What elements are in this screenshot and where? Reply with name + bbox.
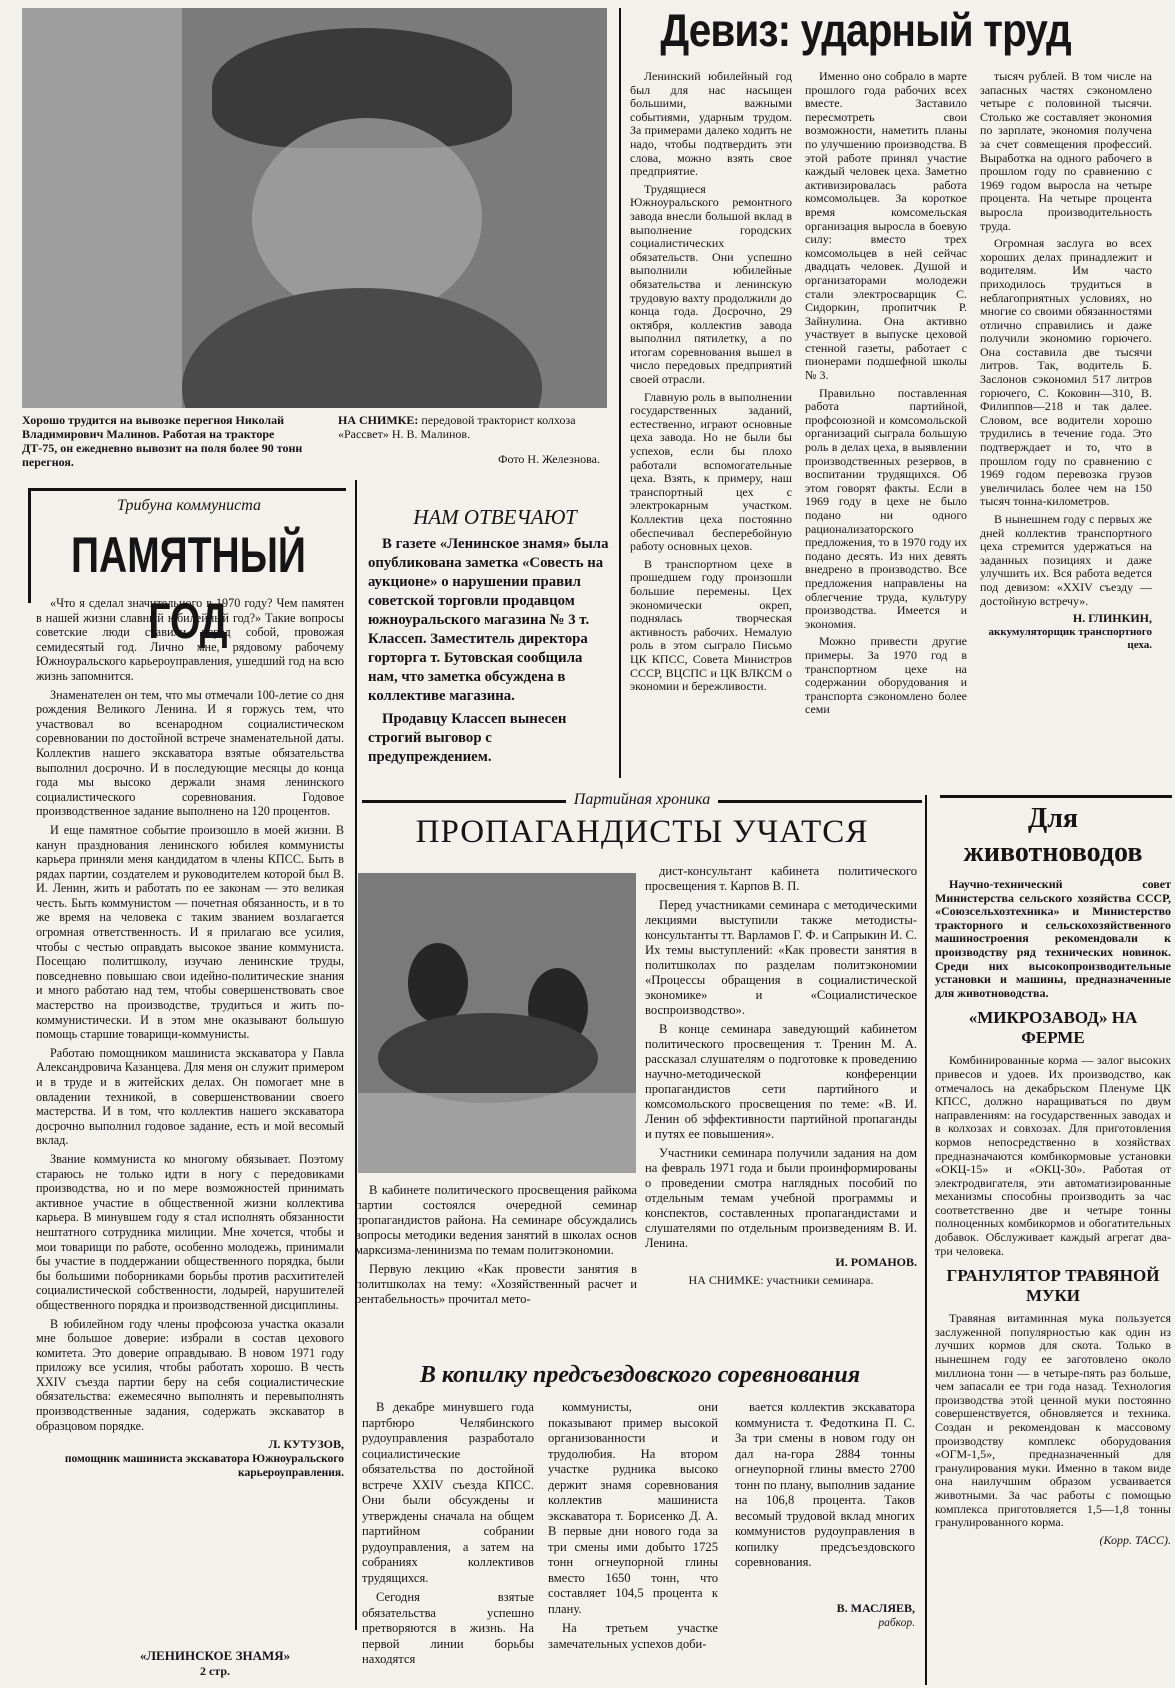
paragraph: В кабинете политического просвещения райкома партии состоялся очередной семинар пропагандистов района. На семинаре обсуждались вопросы методики ведения занятий в школах основ марксизма-ленинизма по темам политэкономии.	[355, 1183, 637, 1257]
paragraph: Продавцу Классеп вынесен строгий выговор с предупреждением.	[368, 711, 567, 765]
paragraph: Правильно поставленная работа партийной, профсоюзной и комсомольской организаций сыграла большую роль в делах цеха, в выявлении производственных резервов, в воспитании трудящихся. Об этом говорят факты. Если в 1969 году в цехе не было подано ни одного рационализаторского предложения, то в 1970 году их подано десять. Из них девять внедрено в производство. Все предложения направлены на облегчение труда, культуру производства. Имеется и экономия.	[805, 385, 967, 631]
vertical-rule-deviz	[619, 8, 621, 778]
paragraph: В конце семинара заведующий кабинетом политического просвещения т. Тренин М. А. рассказал слушателям о подготовке к проведению научно-методической конференции пропагандистов сети партийного и комсомольского просвещения по теме: «В. И. Ленин об эффективности партийной пропаганды и путях ее повышения».	[645, 1022, 917, 1141]
zhivotnovody-body	[935, 878, 1171, 1547]
deviz-column-3	[980, 70, 1152, 653]
deviz-title: Девиз: ударный труд	[660, 4, 1071, 56]
paragraph: коммунисты, они показывают пример высокой организованности и трудолюбия. На втором участке рудника высоко держит знамя соревнования коллектив машиниста экскаватора т. Борисенко Д. А. В первые дни нового года за три смены ими добыто 1725 тонн огнеупорной глины вместо 1650 тонн, что составляет 104,5 процента к плану.	[548, 1400, 718, 1616]
paragraph: В декабре минувшего года партбюро Челябинского рудоуправления разработало социалистические обязательства по достойной встрече XXIV съезда КПСС. Они были обсуждены и утверждены сначала на общем партийном собрании рудоуправления, а затем на собраниях коллективов трудящихся.	[362, 1400, 534, 1585]
pamyatny-rubric: Трибуна коммуниста	[117, 497, 261, 514]
caption-text: передовой тракторист колхоза «Рассвет» Н. В. Малинов.	[338, 413, 576, 441]
pamyatny-title: ПАМЯТНЫЙ ГОД	[71, 527, 306, 649]
paragraph: Сегодня взятые обязательства успешно претворяются в жизнь. На первой линии борьбы находятся	[362, 1590, 534, 1666]
propagandisty-caption: НА СНИМКЕ: участники семинара.	[688, 1273, 874, 1287]
paragraph: Комбинированные корма — залог высоких привесов и удоев. Их производство, как отмечалось на декабрьском Пленуме ЦК КПСС, должно наращиваться по двум направлениям: на государственных заводах и в колхозах и совхозах. Для приготовления кормов непосредственно в хозяйствах предназначаются комбикормовые установки «ОКЦ-15» и «ОКЦ-30». Работая от электродвигателя, эти автоматизированные механизмы способны производить за час соответственно две и четыре тонны полноценных комбикормов и обогатительных добавок. Обслуживает каждый агрегат два-три человека.	[935, 1053, 1171, 1258]
kopilka-signature-role: рабкор.	[878, 1617, 915, 1629]
pamyatny-signature: Л. КУТУЗОВ,	[268, 1437, 344, 1452]
photo-caption-right	[338, 413, 608, 441]
paragraph: тысяч рублей. В том числе на запасных частях сэкономлено четыре с половиной тысячи. Столько же составляет экономия по зарплате, экономия получена за счет совмещения профессий. Выработка на одного рабочего в прошлом году по сравнению с 1969 годом выросла на четыре процента. На четыре процента выросла производительность труда.	[980, 69, 1152, 233]
photo-seminar	[358, 873, 636, 1173]
zhivotnovody-title: Для животноводов	[963, 803, 1143, 868]
propagandisty-left	[355, 1183, 637, 1311]
zhivotnovody-subtitle-2: ГРАНУЛЯТОР ТРАВЯНОЙ МУКИ	[946, 1266, 1160, 1306]
paragraph: Участники семинара получили задания на дом на февраль 1971 года и были проинформированы о проведении смотра наглядных пособий по отдельным темам учебной программы и конспектов, составленных пропагандистами и слушателями по отдельным произведениям В. И. Ленина.	[645, 1146, 917, 1250]
zhivotnovody-credit: (Корр. ТАСС).	[1099, 1532, 1171, 1547]
paragraph: Трудящиеся Южноуральского ремонтного завода внесли большой вклад в выполнение городских социалистических обязательств. Они успешно выполнили юбилейные обязательства и ленинскую трудовую вахту продолжили до конца года. Досрочно, 29 октября, коллектив завода выполнил пятилетку, а по итогам соревнования вышел в число передовых предприятий своей отрасли.	[630, 181, 792, 387]
deviz-column-1	[630, 70, 792, 698]
paragraph: дист-консультант кабинета политического просвещения т. Карпов В. П.	[645, 864, 917, 893]
paragraph: Главную роль в выполнении государственных заданий, естественно, играют основные цеха завода. Но не были бы успехов, если бы плохо работали вспомогательные цеха. Взять, к примеру, наш транспортный цех с электрокарным участком. Коллектив цеха постоянно обеспечивал бесперебойную работу основных цехов.	[630, 389, 792, 554]
paragraph: Научно-технический совет Министерства сельского хозяйства СССР, «Союзсельхозтехника» и Министерство тракторного и сельскохозяйственного машиностроения рекомендовали к производству ряд технических новинок. Среди них высокопроизводительные установки и машины, предназначенные для животноводства.	[935, 877, 1171, 1000]
propagandisty-signature: И. РОМАНОВ.	[835, 1255, 917, 1269]
paragraph: Травяная витаминная мука пользуется заслуженной популярностью как один из лучших кормов для скота. Только в нынешнем году ее заготовлено около миллиона тонн — в четыре-пять раз больше, чем запасали ее три года назад. Технология производства этой ценной муки постоянно совершенствуется, обновляется и техника. Создан и рекомендован к массовому производству комплекс оборудования «ОГМ-1,5», предназначенный для гранулирования муки. Именно в таком виде она наилучшим образом усваивается животными. За час работы с помощью комплекса приготовляется 1,5—1,8 тонны гранулированного корма.	[935, 1311, 1171, 1530]
kopilka-column-3	[735, 1400, 915, 1632]
vertical-rule-left	[355, 480, 357, 1630]
photo-caption-left: Хорошо трудится на вывозке перегноя Николай Владимирович Малинов. Работая на тракторе ДТ-75, он ежедневно вывозит на поля более 90 тонн перегноя.	[22, 413, 303, 469]
paragraph: В транспортном цехе в прошедшем году произошли большие перемены. Цех экономически окреп, поднялась творческая активность рабочих. Немалую роль в этом сыграло Письмо ЦК КПСС, Совета Министров СССР, ВЦСПС и ЦК ВЛКСМ о экономии и бережливости.	[630, 556, 792, 694]
rubric-text: Партийная хроника	[566, 791, 718, 808]
deviz-signature: Н. ГЛИНКИН,	[1072, 611, 1152, 626]
zhivotnovody-subtitle-1: «МИКРОЗАВОД» НА ФЕРМЕ	[968, 1008, 1138, 1048]
zhivotnovody-box-top	[940, 795, 1172, 798]
paragraph: Знаменателен он тем, что мы отмечали 100-летие со дня рождения Великого Ленина. И я горжусь тем, что участвовал во всенародном социалистическом соревновании по достойной встрече знаменательной даты. Коллектив нашего экскаватора взятые обязательства выполнил досрочно. И в последующие месяцы до конца года мы высоко держали знамя ленинского социалистического соревнования. Годовое производственное задание выполнено на 120 процентов.	[36, 687, 344, 819]
kopilka-signature: В. МАСЛЯЕВ,	[836, 1600, 915, 1615]
propagandisty-rubric	[362, 791, 922, 809]
pamyatny-frame-side	[28, 488, 31, 603]
nam-otvechayut-body	[368, 535, 610, 767]
kopilka-title: В копилку предсъездовского соревнования	[419, 1362, 861, 1388]
nam-otvechayut-title: НАМ ОТВЕЧАЮТ	[413, 505, 577, 529]
paragraph: Огромная заслуга во всех хороших делах принадлежит и водителям. Им часто приходилось трудиться в неблагоприятных условиях, но многие со своими обязанностями отлично справились и даже получили экономию горючего. Она составила две тысячи литров. Так, водитель Б. Заслонов сэкономил 517 литров горючего, С. Коковин—310, В. Филиппов—218 и так далее. Словом, все водители хорошо трудились в течение года. Это подтверждает и то, что в прошлом году по сравнению с 1969 годом перевозка грузов увеличилась более чем на 150 тысяч тонна-километров.	[980, 236, 1152, 509]
paragraph: Первую лекцию «Как провести занятия в политшколах на тему: «Хозяйственный расчет и рентабельность» прочитал мето-	[355, 1262, 637, 1306]
caption-label: НА СНИМКЕ:	[338, 413, 419, 427]
kopilka-column-1	[362, 1400, 534, 1672]
footer-paper-name: «ЛЕНИНСКОЕ ЗНАМЯ»	[139, 1648, 291, 1663]
paragraph: Звание коммуниста ко многому обязывает. Поэтому стараюсь не только идти в ногу с передовиками производства, но и по мере возможностей принимать активное участие в общественной жизни коллектива карьера. В минувшем году я стал исполнять обязанности нештатного сотрудника милиции. Мне хочется, чтобы и мои товарищи по работе, особенно молодежь, принимали бы участие в поддержании общественного порядка, были бы большими поборниками борьбы против расхитителей социалистической собственности, лодырей, нарушителей общественного порядка и производственной дисциплины.	[36, 1151, 344, 1312]
photo-tractor-driver	[22, 8, 607, 408]
paragraph: Именно оно собрало в марте прошлого года рабочих всех вместе. Заставило пересмотреть свои возможности, наметить планы по улучшению производства. В этой работе принял участие каждый человек цеха. Заметно активизировалась работа комсомольцев. За короткое время комсомельская организация выросла в боевую силу: вместо трех комсомольцев в ней сейчас двадцать человек. Душой и организаторами молодежи стали электросварщик С. Сидоркин, пропитчик Р. Зайнулина. Она активно участвует в выпуске цеховой стенной газеты, работает с пионерами подшефной школы № 3.	[805, 69, 967, 383]
paragraph: На третьем участке замечательных успехов доби-	[548, 1621, 718, 1651]
propagandisty-right	[645, 864, 917, 1288]
deviz-column-2	[805, 70, 967, 721]
paragraph: В газете «Ленинское знамя» была опубликована заметка «Совесть на аукционе» о нарушении правил советской торговли продавцом южноуральского магазина № 3 т. Классеп. Заместитель директора горторга т. Бутовская сообщила нам, что заметка обсуждена в коллективе магазина.	[368, 536, 609, 704]
footer-page-number: 2 стр.	[199, 1664, 231, 1678]
paragraph: «Что я сделал значительного в 1970 году? Чем памятен в нашей жизни славный юбилейный год?» Такие вопросы советские люди ставили перед собой, провожая семидесятый год. Лично мне, рядовому рабочему Южноуральского карьероуправления, ушедший год на всю жизнь запомнится.	[36, 596, 344, 683]
deviz-signature-role: аккумуляторщик транспортного цеха.	[988, 625, 1152, 652]
pamyatny-signature-role: помощник машиниста экскаватора Южноуральского карьероуправления.	[64, 1452, 344, 1480]
propagandisty-title: ПРОПАГАНДИСТЫ УЧАТСЯ	[415, 814, 869, 850]
paragraph: И еще памятное событие произошло в моей жизни. В канун празднования ленинского юбилея коммунисты карьера приняли меня кандидатом в члены КПСС. Быть в рядах партии, создателем и руководителем которой был В. И. Ленин, жить и работать по ее законам — это великая честь. Быть коммунистом — почетная обязанность, и в то же время на человека с таким званием возлагается огромная ответственность. И я прилагаю все усилия, чтобы с честью оправдать высокое звание коммуниста. Посещаю политшколу, изучаю ленинские труды, повседневно повышаю свои идейно-политические знания и много работаю над тем, чтобы совершенствовать свое мастерство на производстве, трудиться и жить по-коммунистически. И в этом мне оказывают большую помощь старшие товарищи-коммунисты.	[36, 822, 344, 1042]
kopilka-column-2	[548, 1400, 718, 1656]
paragraph: вается коллектив экскаватора коммуниста т. Федоткина П. С. За три смены в новом году он дал на-гора 2884 тонны огнеупорной глины вместо 2700 тонн по плану, выполнив задание на 106,8 процента. Таков весомый трудовой вклад многих коммунистов рудоуправления в копилку предсъездовского соревнования.	[735, 1400, 915, 1569]
pamyatny-body	[36, 596, 344, 1481]
paragraph: Можно привести другие примеры. За 1970 год в транспортном цехе на содержании оборудования и транспорта сэкономлено более семи	[805, 634, 967, 717]
paragraph: Перед участниками семинара с методическими лекциями выступили также методисты-консультанты тт. Варламов Г. Ф. и Сапрыкин И. С. Их темы выступлений: «Как провести занятия в политшколах по разделам политэкономии «Процессы обращения в социалистической экономике» и «Социалистическое воспроизводство».	[645, 898, 917, 1017]
paragraph: В юбилейном году члены профсоюза участка оказали мне большое доверие: избрали в состав цехового комитета. Это доверие оправдываю. В новом 1971 году приложу все усилия, чтобы работать хорошо. В честь XXIV съезда партии беру на себя социалистические обязательства: ежемесячно выполнять и перевыполнять производственные задания, содержать экскаватор в образцовом порядке.	[36, 1316, 344, 1433]
vertical-rule-right	[925, 795, 927, 1685]
paragraph: В нынешнем году с первых же дней коллектив транспортного цеха стремится удержаться на заданных позициях и даже улучшить их. Вся работа ведется под девизом: «XXIV съезду — достойную встречу».	[980, 512, 1152, 608]
photo-credit: Фото Н. Железнова.	[498, 452, 600, 466]
paragraph: Работаю помощником машиниста экскаватора у Павла Александровича Казанцева. Для меня он служит примером и в труде и в житейских делах. Он помогает мне в овладении техникой, в совершенствовании своего мастерства. И в том, что коллектив нашего экскаватора досрочно выполнил годовое задание, есть и мой весомый вклад.	[36, 1045, 344, 1148]
paragraph: Ленинский юбилейный год был для нас насыщен большими, важными событиями, ударным трудом. За примерами далеко ходить не надо, чтобы подтвердить эти слова, можно взять свое предприятие.	[630, 69, 792, 179]
